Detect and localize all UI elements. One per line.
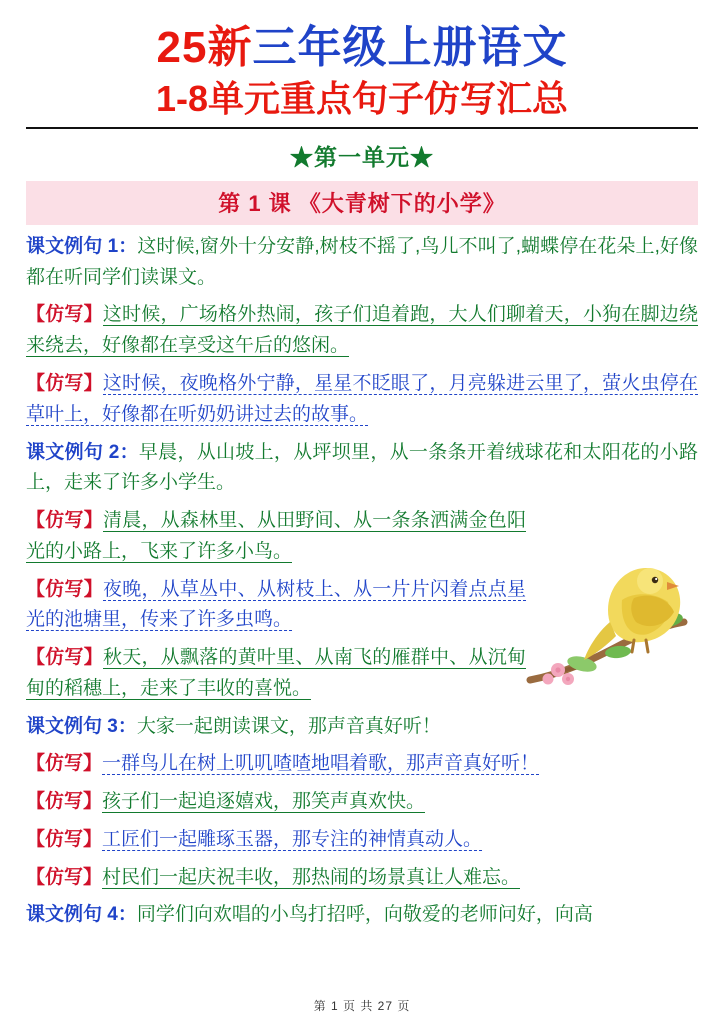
unit-heading: ★第一单元★ (290, 143, 434, 170)
imitate-label: 【仿写】 (26, 647, 103, 669)
imitate-label: 【仿写】 (26, 828, 103, 850)
example-text-2: 早晨，从山坡上，从坪坝里，从一条条开着绒球花和太阳花的小路上，走来了许多小学生。 (26, 441, 698, 494)
content-body (26, 232, 698, 931)
imitate-text: 一群鸟儿在树上叽叽喳喳地唱着歌，那声音真好听！ (102, 753, 540, 775)
example-sentence-2 (26, 438, 698, 500)
example-label-3: 课文例句 3： (26, 715, 137, 737)
imitation-1-1 (26, 300, 698, 362)
imitation-3-1 (26, 749, 698, 780)
imitate-text: 夜晚，从草丛中、从树枝上、从一片片闪着点点星光的池塘里，传来了许多虫鸣。 (26, 578, 526, 631)
imitate-text: 孩子们一起追逐嬉戏，那笑声真欢快。 (102, 791, 426, 813)
example-sentence-1 (26, 232, 698, 294)
example-label-1: 课文例句 1： (26, 235, 138, 257)
imitate-text: 清晨，从森林里、从田野间、从一条条洒满金色阳光的小路上，飞来了许多小鸟。 (26, 510, 526, 562)
example-label-2: 课文例句 2： (26, 441, 139, 463)
imitate-label: 【仿写】 (26, 304, 103, 326)
page-footer: 第 1 页 共 27 页 (313, 999, 411, 1013)
title-line-2: 1-8单元重点句子仿写汇总 (155, 77, 569, 119)
imitation-2-3 (26, 643, 526, 705)
example-text-1: 这时候,窗外十分安静,树枝不摇了,鸟儿不叫了,蝴蝶停在花朵上,好像都在听同学们读课文。 (26, 235, 698, 288)
title-main: 三年级上册语文 (252, 23, 568, 72)
title-line-1 (26, 22, 698, 74)
imitate-label: 【仿写】 (26, 372, 103, 394)
imitate-label: 【仿写】 (26, 510, 103, 532)
imitate-label: 【仿写】 (26, 578, 103, 600)
title-divider (26, 127, 698, 129)
example-sentence-4 (26, 900, 698, 931)
imitate-label: 【仿写】 (26, 753, 103, 775)
example-sentence-3 (26, 712, 698, 743)
imitate-text: 这时候，夜晚格外宁静，星星不眨眼了，月亮躲进云里了，萤火虫停在草叶上，好像都在听奶奶讲过去的故事。 (26, 372, 698, 425)
page-title (26, 22, 698, 129)
imitate-text: 秋天，从飘落的黄叶里、从南飞的雁群中、从沉甸甸的稻穗上，走来了丰收的喜悦。 (26, 647, 526, 699)
imitation-2-1 (26, 506, 526, 568)
example-text-4: 同学们向欢唱的小鸟打招呼，向敬爱的老师问好，向高 (136, 904, 593, 926)
imitate-text: 村民们一起庆祝丰收，那热闹的场景真让人难忘。 (102, 866, 521, 888)
example-text-3: 大家一起朗读课文，那声音真好听！ (136, 715, 441, 737)
imitation-1-2 (26, 369, 698, 431)
title-prefix: 25新 (156, 23, 253, 72)
imitation-3-3 (26, 825, 698, 856)
lesson-banner: 第 1 课 《大青树下的小学》 (26, 181, 698, 225)
imitate-text: 这时候，广场格外热闹，孩子们追着跑，大人们聊着天，小狗在脚边绕来绕去，好像都在享受这午后的悠闲。 (26, 304, 698, 357)
example-label-4: 课文例句 4： (26, 904, 137, 926)
imitation-2-2 (26, 575, 526, 637)
imitation-3-4 (26, 863, 698, 894)
imitation-3-2 (26, 787, 698, 818)
imitate-label: 【仿写】 (26, 791, 103, 813)
imitate-text: 工匠们一起雕琢玉器，那专注的神情真动人。 (102, 828, 483, 850)
imitate-label: 【仿写】 (26, 866, 103, 888)
